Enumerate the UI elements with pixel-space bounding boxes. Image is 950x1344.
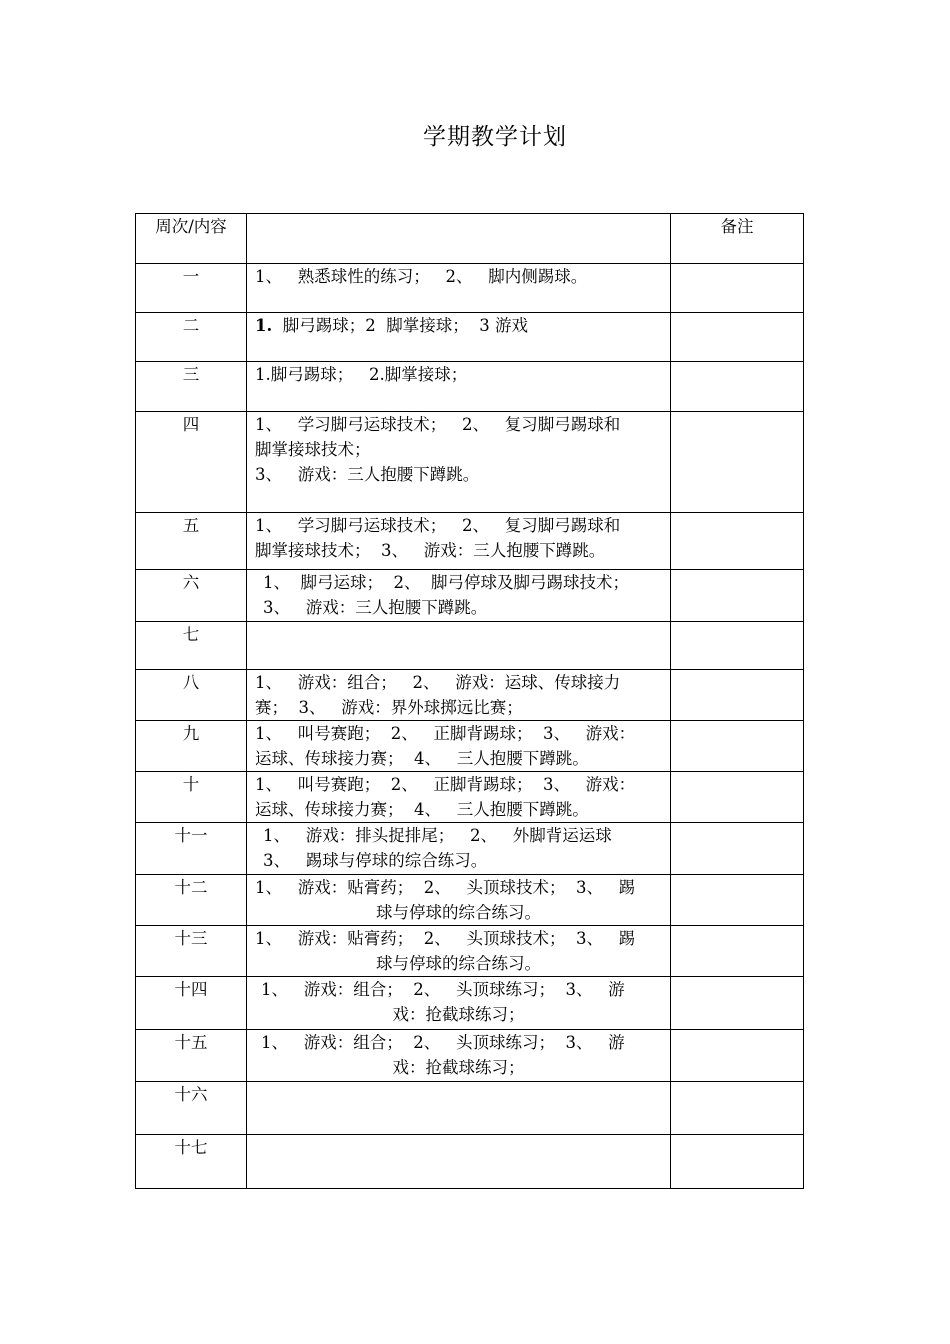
notes-cell <box>671 772 804 823</box>
content-cell <box>247 412 671 513</box>
content-line: 1、 叫号赛跑； 2、 正脚背踢球； 3、 游戏： <box>255 724 636 743</box>
week-cell: 六 <box>136 570 247 622</box>
header-notes: 备注 <box>671 214 804 264</box>
notes-cell <box>671 362 804 412</box>
content-cell <box>247 977 671 1030</box>
notes-cell <box>671 513 804 570</box>
table-row <box>136 412 804 513</box>
table-row <box>136 513 804 570</box>
document-title: 学期教学计划 <box>423 124 567 150</box>
content-line: 1、 游戏：组合； 2、 头顶球练习； 3、 游 <box>261 980 625 999</box>
content-cell <box>247 1135 671 1189</box>
content-line: 1、 熟悉球性的练习； 2、 脚内侧踢球。 <box>255 267 588 286</box>
content-cell <box>247 622 671 670</box>
content-line: 1、 脚弓运球； 2、 脚弓停球及脚弓踢球技术； <box>263 573 629 592</box>
notes-cell <box>671 721 804 772</box>
content-line: 3、 踢球与停球的综合练习。 <box>263 851 488 870</box>
header-week-content: 周次/内容 <box>136 214 247 264</box>
content-line: 运球、传球接力赛； 4、 三人抱腰下蹲跳。 <box>255 749 589 768</box>
content-line: 球与停球的综合练习。 <box>376 903 541 922</box>
notes-cell <box>671 313 804 362</box>
content-line: 1.脚弓踢球； 2.脚掌接球； <box>255 365 468 384</box>
content-line: 1、 游戏：贴膏药； 2、 头顶球技术； 3、 踢 <box>255 878 636 897</box>
table-row <box>136 670 804 721</box>
header-content <box>247 214 671 264</box>
table-row <box>136 570 804 622</box>
notes-cell <box>671 412 804 513</box>
content-line: 戏：抢截球练习； <box>392 1005 525 1024</box>
table-row <box>136 926 804 977</box>
week-cell: 八 <box>136 670 247 721</box>
content-cell <box>247 513 671 570</box>
notes-cell <box>671 1135 804 1189</box>
notes-cell <box>671 926 804 977</box>
content-line: 3、 游戏：三人抱腰下蹲跳。 <box>263 598 488 617</box>
content-line: 1、 学习脚弓运球技术； 2、 复习脚弓踢球和 <box>255 516 621 535</box>
content-line: 脚掌接球技术； <box>255 440 371 459</box>
notes-cell <box>671 977 804 1030</box>
content-cell <box>247 570 671 622</box>
content-cell <box>247 362 671 412</box>
week-cell: 五 <box>136 513 247 570</box>
notes-cell <box>671 875 804 926</box>
content-cell <box>247 823 671 875</box>
week-cell: 十三 <box>136 926 247 977</box>
table-row <box>136 313 804 362</box>
notes-cell <box>671 823 804 875</box>
content-line: 1、 游戏：排头捉排尾； 2、 外脚背运运球 <box>263 826 612 845</box>
content-line: 球与停球的综合练习。 <box>376 954 541 973</box>
week-cell: 三 <box>136 362 247 412</box>
week-cell: 十七 <box>136 1135 247 1189</box>
table-row <box>136 875 804 926</box>
table-row <box>136 772 804 823</box>
week-cell: 十六 <box>136 1082 247 1135</box>
content-line: 赛； 3、 游戏：界外球掷远比赛； <box>255 698 523 717</box>
table-row <box>136 1135 804 1189</box>
content-cell <box>247 264 671 313</box>
week-cell: 二 <box>136 313 247 362</box>
content-line: 脚弓踢球；2 脚掌接球； 3 游戏 <box>272 316 528 335</box>
content-cell <box>247 1082 671 1135</box>
notes-cell <box>671 264 804 313</box>
table-row <box>136 721 804 772</box>
table-row <box>136 823 804 875</box>
table-row <box>136 622 804 670</box>
content-line: 1、 叫号赛跑； 2、 正脚背踢球； 3、 游戏： <box>255 775 636 794</box>
table-header-row <box>136 214 804 264</box>
content-line: 1、 学习脚弓运球技术； 2、 复习脚弓踢球和 <box>255 415 621 434</box>
week-cell: 九 <box>136 721 247 772</box>
content-line: 3、 游戏：三人抱腰下蹲跳。 <box>255 465 480 484</box>
week-cell: 十四 <box>136 977 247 1030</box>
table-row <box>136 1030 804 1082</box>
content-line: 戏：抢截球练习； <box>392 1058 525 1077</box>
notes-cell <box>671 1030 804 1082</box>
content-cell <box>247 670 671 721</box>
table-row <box>136 977 804 1030</box>
content-cell <box>247 1030 671 1082</box>
notes-cell <box>671 670 804 721</box>
content-line: 1、 游戏：贴膏药； 2、 头顶球技术； 3、 踢 <box>255 929 636 948</box>
content-line: 1、 游戏：组合； 2、 游戏：运球、传球接力 <box>255 673 621 692</box>
content-cell <box>247 926 671 977</box>
content-line: 1、 游戏：组合； 2、 头顶球练习； 3、 游 <box>261 1033 625 1052</box>
table-row <box>136 1082 804 1135</box>
table-row <box>136 264 804 313</box>
content-line: 脚掌接球技术； 3、 游戏：三人抱腰下蹲跳。 <box>255 541 606 560</box>
teaching-plan-table <box>135 213 804 1189</box>
item-number: 1. <box>255 316 273 335</box>
content-cell <box>247 721 671 772</box>
notes-cell <box>671 622 804 670</box>
week-cell: 十一 <box>136 823 247 875</box>
week-cell: 四 <box>136 412 247 513</box>
content-cell <box>247 313 671 362</box>
week-cell: 十五 <box>136 1030 247 1082</box>
week-cell: 十 <box>136 772 247 823</box>
week-cell: 一 <box>136 264 247 313</box>
content-cell <box>247 772 671 823</box>
week-cell: 十二 <box>136 875 247 926</box>
content-cell <box>247 875 671 926</box>
content-line: 运球、传球接力赛； 4、 三人抱腰下蹲跳。 <box>255 800 589 819</box>
table-row <box>136 362 804 412</box>
notes-cell <box>671 570 804 622</box>
week-cell: 七 <box>136 622 247 670</box>
notes-cell <box>671 1082 804 1135</box>
